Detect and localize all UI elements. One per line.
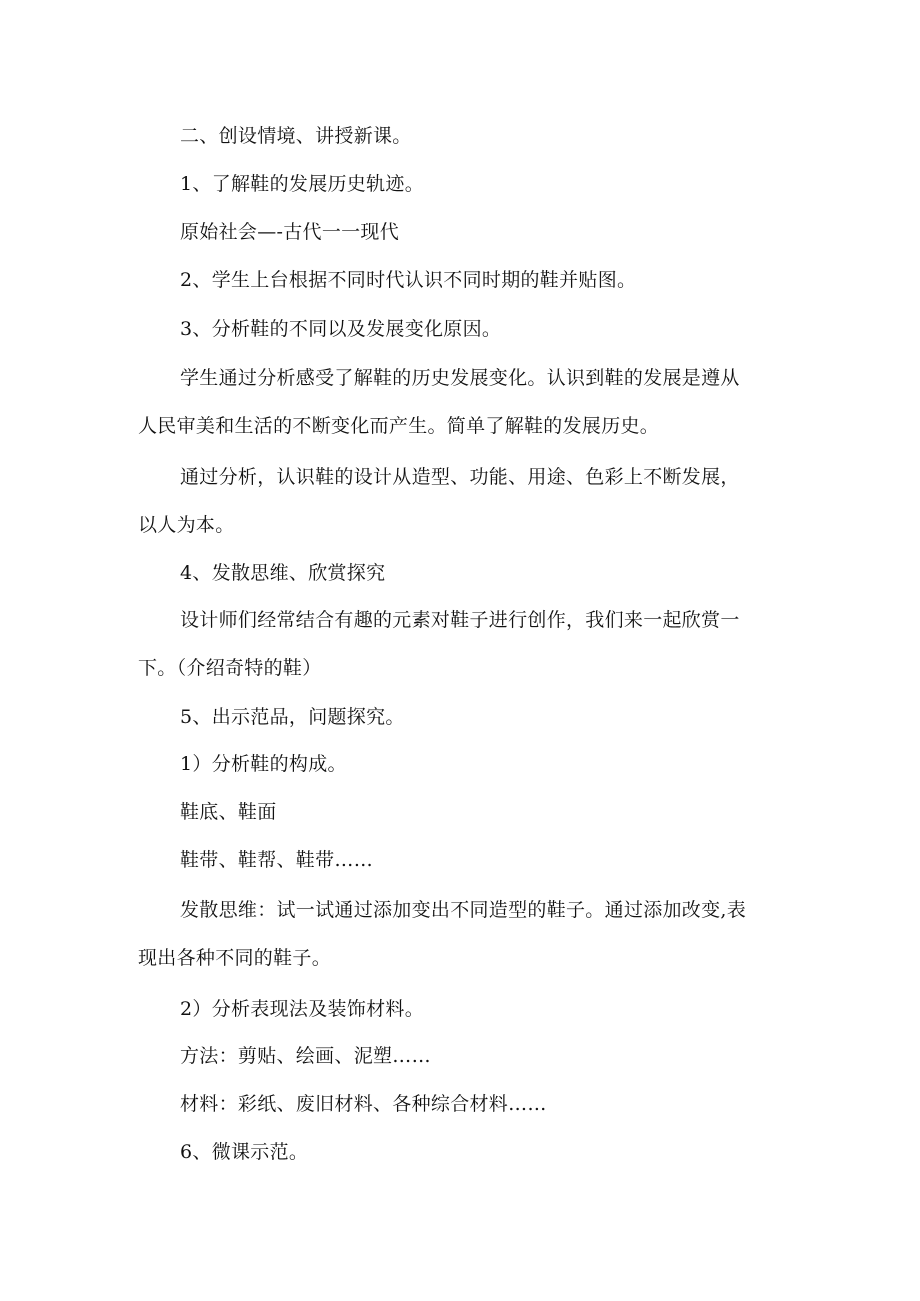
paragraph-line: 原始社会—-古代一一现代 [180,221,400,243]
paragraph-line: 鞋带、鞋帮、鞋带…… [180,849,374,871]
paragraph-line: 通过分析，认识鞋的设计从造型、功能、用途、色彩上不断发展， [180,466,740,488]
paragraph-line: 设计师们经常结合有趣的元素对鞋子进行创作，我们来一起欣赏一 [180,609,740,631]
sub-step-heading: 2）分析表现法及装饰材料。 [180,998,424,1020]
paragraph-line: 以人为本。 [138,514,235,536]
section-heading: 二、创设情境、讲授新课。 [180,125,412,147]
paragraph-line: 方法：剪贴、绘画、泥塑…… [180,1045,431,1067]
step-heading: 3、分析鞋的不同以及发展变化原因。 [180,318,502,340]
step-heading: 2、学生上台根据不同时代认识不同时期的鞋并贴图。 [180,269,637,291]
step-heading: 6、微课示范。 [180,1141,309,1163]
paragraph-line: 发散思维：试一试通过添加变出不同造型的鞋子。通过添加改变,表 [180,899,747,921]
step-heading: 5、出示范品，问题探究。 [180,706,405,728]
step-heading: 1、了解鞋的发展历史轨迹。 [180,173,424,195]
paragraph-line: 鞋底、鞋面 [180,801,277,823]
paragraph-line: 现出各种不同的鞋子。 [138,947,332,969]
paragraph-line: 材料：彩纸、废旧材料、各种综合材料…… [180,1093,547,1115]
step-heading: 4、发散思维、欣赏探究 [180,562,386,584]
paragraph-line: 下。（介绍奇特的鞋） [138,657,322,679]
sub-step-heading: 1）分析鞋的构成。 [180,753,347,775]
paragraph-line: 学生通过分析感受了解鞋的历史发展变化。认识到鞋的发展是遵从 [180,367,740,389]
paragraph-line: 人民审美和生活的不断变化而产生。简单了解鞋的发展历史。 [138,415,660,437]
